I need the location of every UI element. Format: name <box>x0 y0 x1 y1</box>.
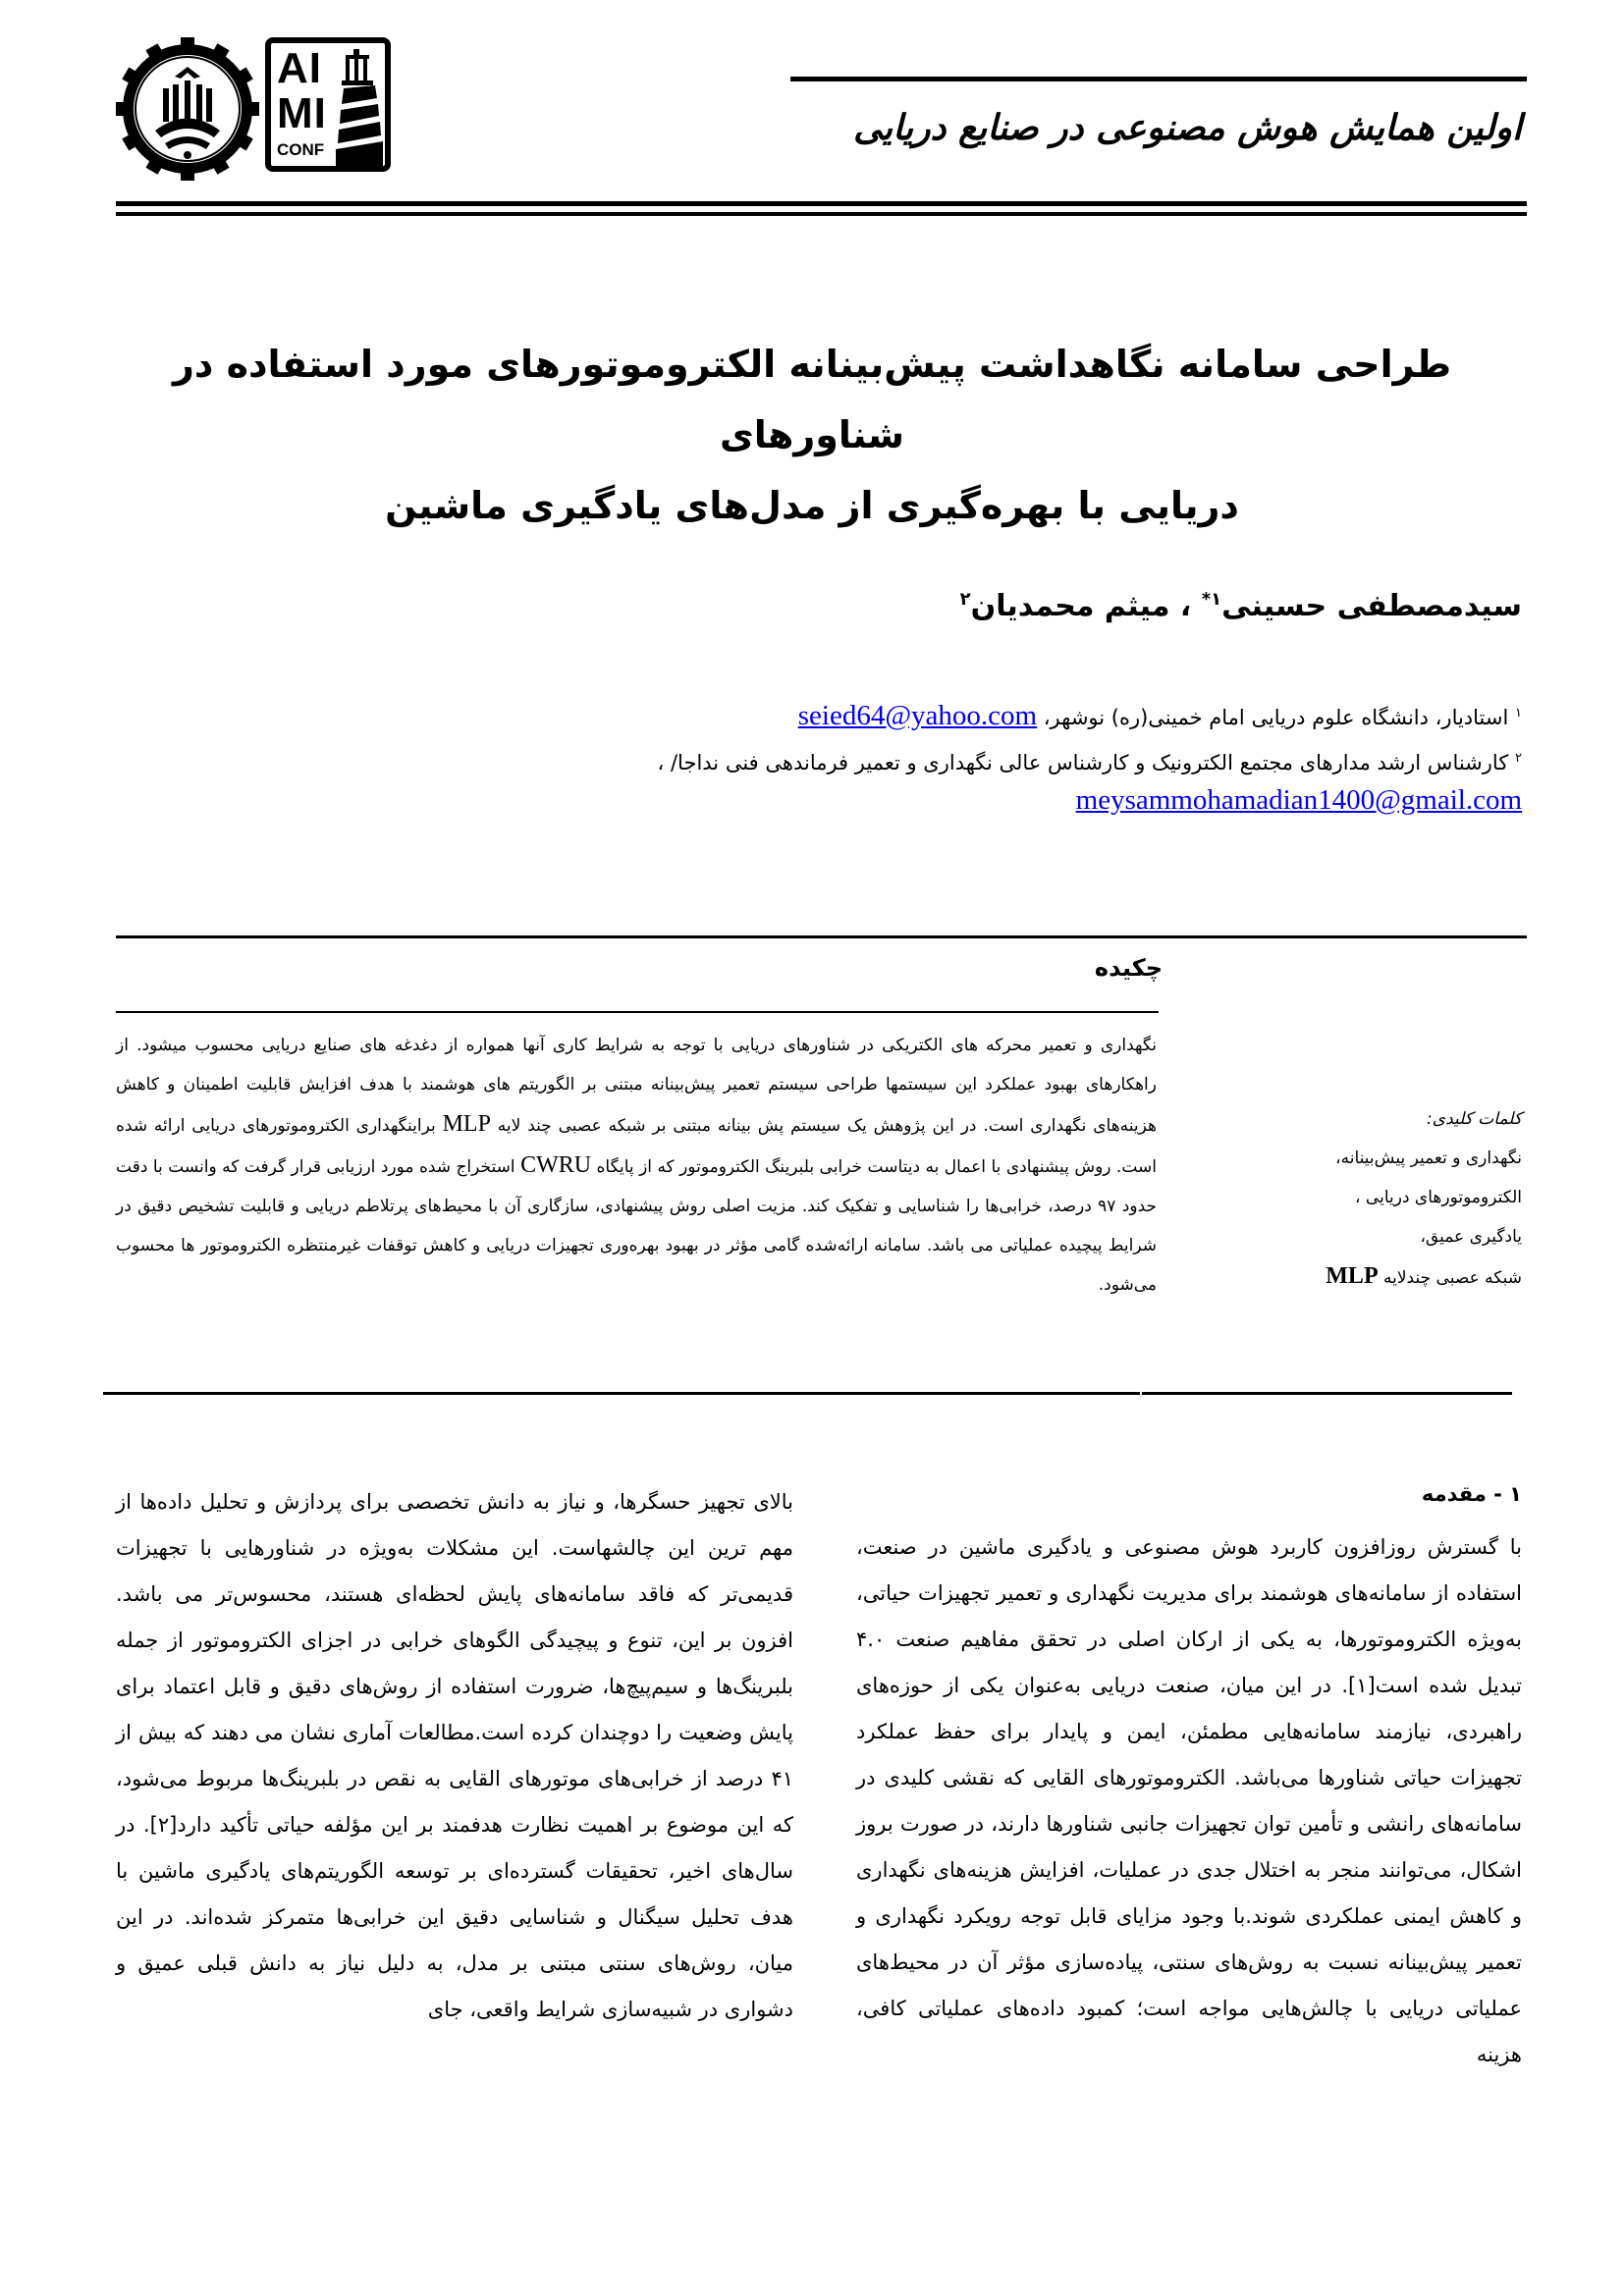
author-name-1: سیدمصطفی حسینی <box>1221 589 1522 623</box>
keyword-item: نگهداری و تعمیر پیش‌بینانه، <box>1335 1148 1522 1168</box>
abstract-text-part-2: براینگهداری الکتروموتورهای دریایی ارائه شده است. روش پیشنهادی با اعمال به دیتاست خرابی بلبرینگ الکتروموتور که از پایگاه <box>116 1116 1157 1177</box>
affiliation-2 <box>658 740 1522 781</box>
author-1-email-link[interactable]: seied64@yahoo.com <box>797 700 1038 731</box>
affiliation-2-text: کارشناس ارشد مدارهای مجتمع الکترونیک و کارشناس عالی نگهداری و تعمیر فرماندهی فنی نداجا/ ، <box>657 751 1509 774</box>
author-2-mark: ۲ <box>959 589 971 610</box>
section-heading-introduction: ۱ - مقدمه <box>1421 1482 1522 1506</box>
keywords-label: کلمات کلیدی: <box>1427 1109 1522 1129</box>
abstract-term-cwru: CWRU <box>520 1152 592 1178</box>
author-2-email-link[interactable]: meysammohamadian1400@gmail.com <box>1075 784 1522 816</box>
abstract-text-part-1: نگهداری و تعمیر محرکه های الکتریکی در شناورهای دریایی با توجه به شرایط کاری آنها همواره از دغدغه های صنایع دریایی محسوب میشود. از راهکارهای بهبود عملکرد این سیستمها طراحی سیستم تعمیر پیش‌بینانه مبتنی بر الگوریتم های هوشمند با هدف افزایش قابلیت اطمینان و کاهش هزینه‌های نگهداری است. در این پژوهش یک سیستم پش بینانه مبتنی بر شبکه عصبی چند لایه <box>116 1036 1157 1136</box>
affiliation-1-mark: ۱ <box>1515 706 1522 721</box>
intro-column-left <box>116 1479 793 2033</box>
author-list <box>960 589 1522 623</box>
header-rule-top <box>790 77 1527 81</box>
conference-logo <box>265 37 391 172</box>
author-1-mark: ۱* <box>1201 589 1222 610</box>
intro-paragraph-left: بالای تجهیز حسگرها، و نیاز به دانش تخصصی برای پردازش و تحلیل داده‌ها از مهم ترین این چالشهاست. این مشکلات به‌ویژه در شناورهایی با تجهیزات قدیمی‌تر که فاقد سامانه‌های پایش لحظه‌ای هستند، محسوس‌تر می باشد. افزون بر این، تنوع و پیچیدگی الگوهای خرابی در اجزای الکتروموتور از جمله بلبرینگ‌ها و سیم‌پیچ‌ها، ضرورت استفاده از روش‌های دقیق و قابل اعتماد برای پایش وضعیت را دوچندان کرده است.مطالعات آماری نشان می دهند که بیش از ۴۱ درصد از خرابی‌های موتورهای القایی به نقص در بلبرینگ‌ها مربوط می‌شود، که این موضوع بر اهمیت نظارت هدفمند بر این مؤلفه حیاتی تأکید دارد[۲]. در سال‌های اخیر، تحقیقات گسترده‌ای بر توسعه الگوریتم‌های یادگیری ماشین با هدف تحلیل سیگنال و شناسایی دقیق این خرابی‌ها متمرکز شده‌اند. در این میان، روش‌های سنتی مبتنی بر مدل، به دلیل نیاز به دانش قبلی عمیق و دشواری در شبیه‌سازی شرایط واقعی، جای <box>116 1490 793 2021</box>
keyword-item: یادگیری عمیق، <box>1420 1227 1522 1247</box>
affiliation-2-mark: ۲ <box>1515 751 1522 766</box>
paper-title-line-1: طراحی سامانه نگاهداشت پیش‌بینانه الکتروموتورهای مورد استفاده در شناورهای <box>172 343 1452 456</box>
keyword-item-latin: MLP <box>1326 1263 1379 1289</box>
conference-title: اولین همایش هوش مصنوعی در صنایع دریایی <box>853 108 1522 148</box>
abstract-text-part-3: استخراج شده مورد ارزیابی قرار گرفت که وانست با دقت حدود ۹۷ درصد، خرابی‌ها را شناسایی و تفکیک کند. مزیت اصلی روش پیشنهادی، سازگاری آن با محیط‌های پرتلاطم دریایی و قابلیت تشخیص دقیق در شرایط پیچیده عملیاتی می باشد. سامانه ارائه‌شده گامی مؤثر در بهبود بهره‌وری تجهیزات دریایی و کاهش توقفات غیرمنتظره الکتروموتور ها محسوب می‌شود. <box>116 1157 1157 1295</box>
paper-title-line-2: دریایی با بهره‌گیری از مدل‌های یادگیری ماشین <box>385 484 1239 527</box>
gear-emblem-icon <box>116 37 259 181</box>
abstract-heading-underline <box>116 1011 1159 1013</box>
logo-text-conf: CONF <box>277 140 325 159</box>
keyword-item <box>1296 1256 1522 1298</box>
abstract-rule-bottom-left <box>103 1392 1140 1395</box>
header-rule-double-1 <box>116 201 1527 206</box>
abstract-heading: چکیده <box>1094 954 1163 982</box>
author-separator: ، <box>1169 589 1202 623</box>
keyword-item: الکتروموتورهای دریایی ، <box>1355 1188 1522 1207</box>
header-rule-double-2 <box>116 212 1527 216</box>
abstract-body <box>116 1026 1157 1305</box>
university-logo <box>116 37 259 181</box>
intro-paragraph-right: با گسترش روزافزون کاربرد هوش مصنوعی و یادگیری ماشین در صنعت، استفاده از سامانه‌های هوشمند برای مدیریت نگهداری و تعمیر تجهیزات حیاتی، به‌ویژه الکتروموتورها، به یکی از ارکان اصلی در تحقق مفاهیم صنعت ۴.۰ تبدیل شده است[۱]. در این میان، صنعت دریایی به‌عنوان یکی از حوزه‌های راهبردی، نیازمند سامانه‌هایی مطمئن، ایمن و پایدار برای حفظ عملکرد تجهیزات حیاتی شناورها می‌باشد. الکتروموتورهای القایی که نقشی کلیدی در سامانه‌های رانشی و تأمین توان تجهیزات جانبی شناورها دارند، در صورت بروز اشکال، می‌توانند منجر به اختلال جدی در عملیات، افزایش هزینه‌های نگهداری و کاهش ایمنی عملکردی شوند.با وجود مزایای قابل توجه رویکرد نگهداری و تعمیر پیش‌بینانه نسبت به روش‌های سنتی، پیاده‌سازی مؤثر آن در محیط‌های عملیاتی دریایی با چالش‌هایی مواجه است؛ کمبود داده‌های عملیاتی کافی، هزینه <box>856 1535 1523 2066</box>
affiliation-1 <box>798 695 1522 736</box>
affiliation-2-email-line <box>1076 781 1522 821</box>
abstract-rule-top <box>116 935 1527 938</box>
paper-title <box>128 329 1496 541</box>
intro-column-right <box>856 1524 1522 2078</box>
lighthouse-icon <box>336 49 383 167</box>
logo-text-mi: MI <box>277 89 327 137</box>
abstract-rule-bottom-right <box>1142 1392 1512 1395</box>
keyword-item-text: شبکه عصبی چندلایه <box>1383 1268 1522 1288</box>
author-name-2: میثم محمدیان <box>970 589 1170 623</box>
logo-text-ai: AI <box>277 44 322 92</box>
abstract-term-mlp: MLP <box>442 1111 491 1137</box>
keywords-block <box>1296 1099 1522 1298</box>
affiliation-1-text: استادیار، دانشگاه علوم دریایی امام خمینی(ره) نوشهر، <box>1037 706 1509 729</box>
